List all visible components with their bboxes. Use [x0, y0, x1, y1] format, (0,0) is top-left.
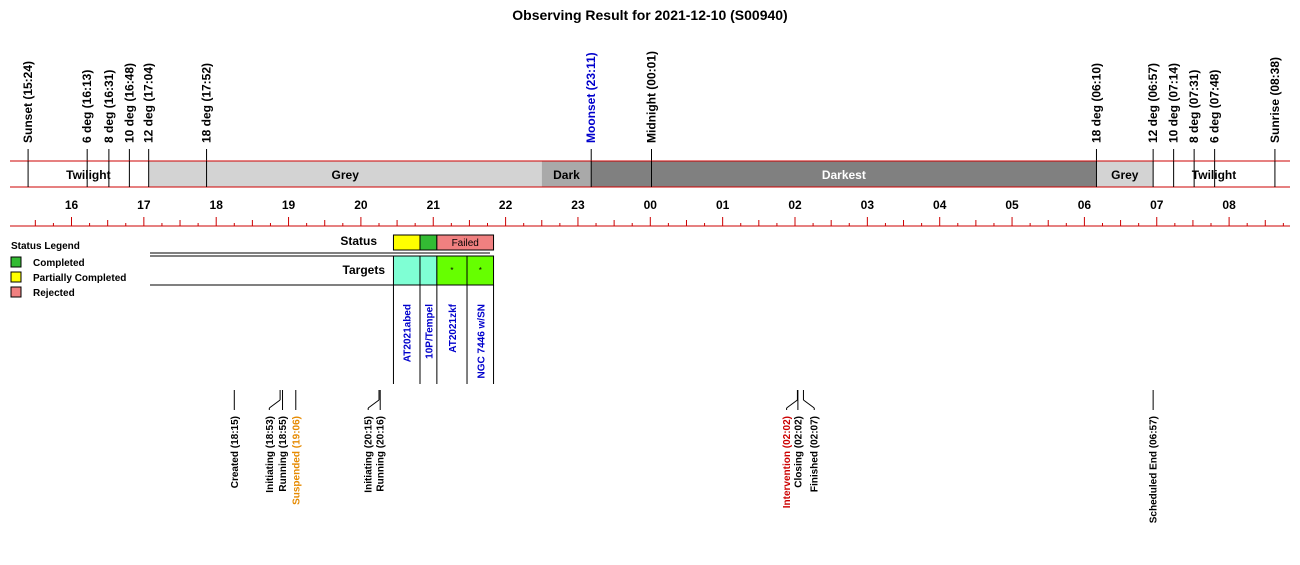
log-event-label: Running (20:16) — [375, 416, 387, 492]
hour-label: 23 — [571, 198, 585, 212]
target-mark: * — [450, 266, 454, 275]
target-cell-2 — [420, 256, 437, 285]
time-event-label: 10 deg (07:14) — [1166, 62, 1181, 143]
time-event-label: 6 deg (16:13) — [80, 69, 95, 143]
legend-title: Status Legend — [11, 241, 80, 252]
time-event-label: Moonset (23:11) — [584, 52, 599, 143]
band-label: Grey — [1111, 168, 1139, 182]
log-events-layer — [230, 390, 1160, 523]
legend-item-label: Completed — [33, 258, 85, 269]
hour-label: 07 — [1150, 198, 1164, 212]
status-legend — [11, 241, 126, 299]
band-label: Dark — [553, 168, 580, 182]
hour-label: 08 — [1222, 198, 1236, 212]
status-segment-text: Failed — [451, 238, 479, 249]
time-event-label: Midnight (00:01) — [644, 51, 659, 143]
hour-label: 21 — [426, 198, 440, 212]
log-event-label: Running (18:55) — [278, 416, 290, 492]
hour-label: 17 — [137, 198, 151, 212]
hour-label: 02 — [788, 198, 802, 212]
target-name: 10P/Tempel — [424, 304, 436, 359]
time-event-label: 12 deg (17:04) — [141, 62, 156, 143]
band-label: Darkest — [821, 168, 866, 182]
hour-label: 00 — [643, 198, 657, 212]
legend-swatch-completed — [11, 257, 21, 267]
time-event-label: 10 deg (16:48) — [122, 62, 137, 143]
band-label: Twilight — [66, 168, 111, 182]
darkness-bands — [10, 161, 1290, 187]
time-event-label: 18 deg (06:10) — [1089, 62, 1104, 143]
log-event-label: Scheduled End (06:57) — [1148, 416, 1160, 524]
time-events-layer — [21, 51, 1282, 161]
hour-label: 20 — [354, 198, 368, 212]
hour-label: 01 — [715, 198, 730, 212]
log-event-leader — [269, 400, 280, 408]
hour-label: 19 — [281, 198, 296, 212]
hour-axis — [10, 198, 1290, 226]
log-event-label: Initiating (20:15) — [363, 416, 375, 493]
log-event-label: Initiating (18:53) — [264, 416, 276, 493]
time-event-label: 18 deg (17:52) — [199, 62, 214, 143]
targets-row-label: Targets — [342, 263, 385, 277]
target-name: AT2021abed — [402, 304, 414, 363]
log-event-leader — [803, 400, 814, 408]
legend-swatch-rejected — [11, 287, 21, 297]
hour-label: 06 — [1077, 198, 1092, 212]
target-name: NGC 7446 w/SN — [476, 303, 488, 379]
time-event-label: Sunrise (08:38) — [1267, 56, 1282, 143]
log-event-leader — [787, 400, 798, 408]
log-event-label: Intervention (02:02) — [782, 416, 794, 509]
status-segment-1 — [393, 235, 420, 250]
status-row-label: Status — [340, 234, 377, 248]
legend-item-label: Rejected — [33, 288, 75, 299]
hour-label: 16 — [64, 198, 79, 212]
hour-label: 04 — [933, 198, 947, 212]
hour-label: 22 — [498, 198, 513, 212]
log-event-leader — [368, 400, 379, 408]
hour-label: 18 — [209, 198, 223, 212]
hour-label: 05 — [1005, 198, 1019, 212]
time-event-label: 12 deg (06:57) — [1146, 62, 1161, 143]
legend-swatch-partial — [11, 272, 21, 282]
target-mark: * — [478, 266, 482, 275]
time-event-label: 6 deg (07:48) — [1207, 69, 1222, 143]
status-segment-2 — [420, 235, 437, 250]
log-event-label: Closing (02:02) — [793, 416, 805, 488]
target-cell-1 — [393, 256, 420, 285]
log-event-label: Finished (02:07) — [809, 416, 821, 493]
time-event-label: 8 deg (07:31) — [1187, 69, 1202, 143]
time-event-label: Sunset (15:24) — [21, 60, 36, 144]
log-event-label: Created (18:15) — [229, 416, 241, 489]
legend-item-label: Partially Completed — [33, 273, 127, 284]
log-event-label: Suspended (19:06) — [291, 416, 303, 505]
page-title: Observing Result for 2021-12-10 (S00940) — [512, 7, 788, 23]
hour-label: 03 — [860, 198, 875, 212]
band-label: Grey — [331, 168, 359, 182]
time-event-label: 8 deg (16:31) — [101, 69, 116, 143]
status-targets-table — [150, 234, 494, 384]
target-name: AT2021zkf — [447, 304, 459, 353]
band-label: Twilight — [1191, 168, 1237, 182]
